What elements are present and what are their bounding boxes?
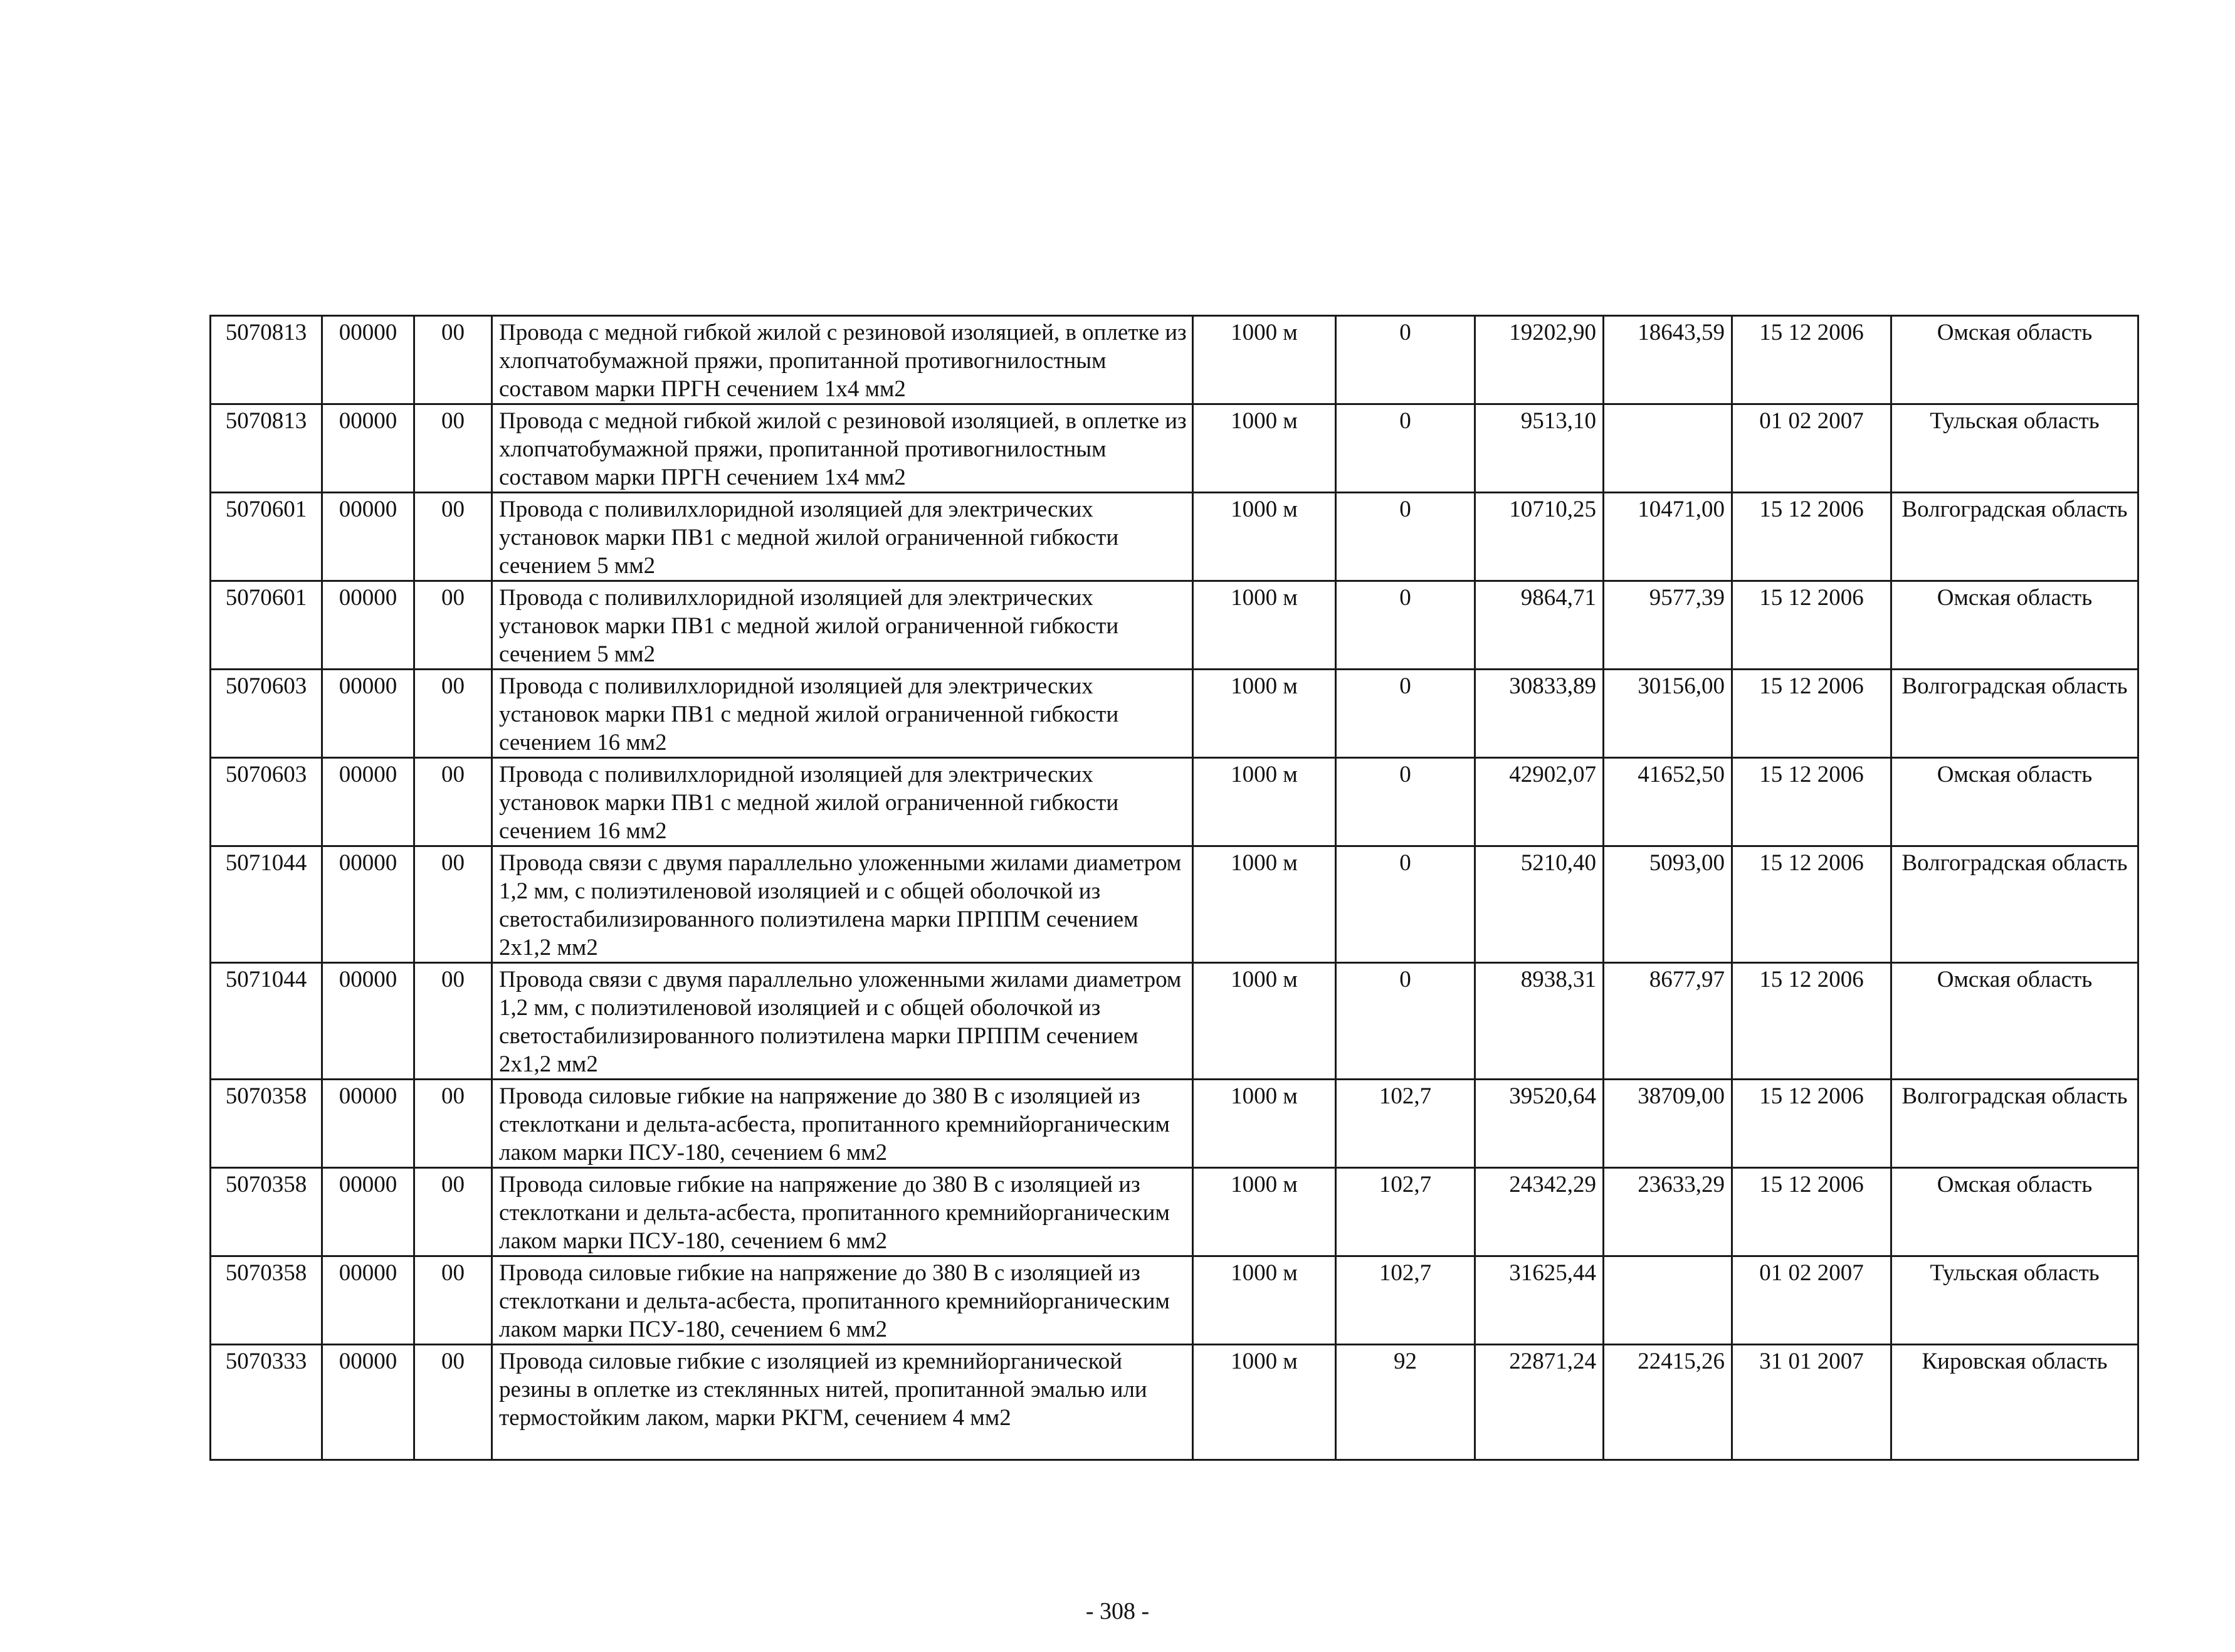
cell-description: Провода с поливилхлоридной изоляцией для электрических установок марки ПВ1 с медной жилой ограниченной гибкости сечением 5 мм2 [492, 581, 1193, 670]
cell-qty: 92 [1336, 1345, 1475, 1460]
cell-code: 5070813 [211, 316, 322, 404]
cell-sub2: 00 [414, 581, 492, 670]
cell-unit: 1000 м [1193, 758, 1336, 846]
cell-sub2: 00 [414, 1080, 492, 1168]
cell-qty: 0 [1336, 404, 1475, 493]
cell-sub1: 00000 [322, 1080, 414, 1168]
cell-price2: 22415,26 [1604, 1345, 1732, 1460]
cell-code: 5070358 [211, 1080, 322, 1168]
cell-description: Провода связи с двумя параллельно уложенными жилами диаметром 1,2 мм, с полиэтиленовой изоляцией и с общей оболочкой из светостабилизированного полиэтилена марки ПРППМ сечением 2х1,2 мм2 [492, 846, 1193, 963]
cell-description: Провода связи с двумя параллельно уложенными жилами диаметром 1,2 мм, с полиэтиленовой изоляцией и с общей оболочкой из светостабилизированного полиэтилена марки ПРППМ сечением 2х1,2 мм2 [492, 963, 1193, 1080]
cell-region: Волгоградская область [1891, 493, 2138, 581]
table-row [211, 963, 2138, 1080]
cell-sub1: 00000 [322, 670, 414, 758]
cell-code: 5070601 [211, 581, 322, 670]
cell-date: 15 12 2006 [1732, 758, 1891, 846]
cell-unit: 1000 м [1193, 404, 1336, 493]
page-number: - 308 - [1085, 1598, 1150, 1624]
cell-unit: 1000 м [1193, 493, 1336, 581]
cell-sub2: 00 [414, 404, 492, 493]
cell-code: 5070333 [211, 1345, 322, 1460]
cell-price2: 23633,29 [1604, 1168, 1732, 1256]
cell-price2: 9577,39 [1604, 581, 1732, 670]
cell-date: 15 12 2006 [1732, 846, 1891, 963]
table-row [211, 581, 2138, 670]
cell-region: Омская область [1891, 758, 2138, 846]
cell-sub2: 00 [414, 493, 492, 581]
cell-unit: 1000 м [1193, 1256, 1336, 1345]
table-row [211, 670, 2138, 758]
cell-sub2: 00 [414, 670, 492, 758]
table-row [211, 1080, 2138, 1168]
cell-date: 15 12 2006 [1732, 1168, 1891, 1256]
cell-price1: 8938,31 [1475, 963, 1604, 1080]
cell-sub2: 00 [414, 1345, 492, 1460]
cell-unit: 1000 м [1193, 670, 1336, 758]
cell-sub2: 00 [414, 316, 492, 404]
cell-price2 [1604, 404, 1732, 493]
cell-date: 15 12 2006 [1732, 581, 1891, 670]
cell-qty: 102,7 [1336, 1168, 1475, 1256]
cell-price1: 22871,24 [1475, 1345, 1604, 1460]
cell-code: 5071044 [211, 963, 322, 1080]
cell-price2: 5093,00 [1604, 846, 1732, 963]
cell-price1: 42902,07 [1475, 758, 1604, 846]
table-row [211, 1168, 2138, 1256]
cell-region: Омская область [1891, 581, 2138, 670]
cell-date: 31 01 2007 [1732, 1345, 1891, 1460]
cell-code: 5070601 [211, 493, 322, 581]
cell-sub1: 00000 [322, 1168, 414, 1256]
cell-unit: 1000 м [1193, 1080, 1336, 1168]
table-row [211, 1345, 2138, 1460]
cell-qty: 0 [1336, 963, 1475, 1080]
cell-code: 5070603 [211, 758, 322, 846]
cell-description: Провода силовые гибкие с изоляцией из кремнийорганической резины в оплетке из стеклянных нитей, пропитанной эмалью или термостойким лаком, марки РКГМ, сечением 4 мм2 [492, 1345, 1193, 1460]
cell-unit: 1000 м [1193, 1345, 1336, 1460]
cell-price2: 38709,00 [1604, 1080, 1732, 1168]
cell-region: Волгоградская область [1891, 1080, 2138, 1168]
cell-region: Тульская область [1891, 404, 2138, 493]
table-body [211, 316, 2138, 1460]
cell-description: Провода с поливилхлоридной изоляцией для электрических установок марки ПВ1 с медной жилой ограниченной гибкости сечением 16 мм2 [492, 670, 1193, 758]
cell-price2: 10471,00 [1604, 493, 1732, 581]
cell-sub1: 00000 [322, 758, 414, 846]
cell-qty: 0 [1336, 581, 1475, 670]
cell-unit: 1000 м [1193, 1168, 1336, 1256]
cell-description: Провода с медной гибкой жилой с резиновой изоляцией, в оплетке из хлопчатобумажной пряжи, пропитанной противогнилостным составом марки ПРГН сечением 1х4 мм2 [492, 404, 1193, 493]
cell-sub2: 00 [414, 758, 492, 846]
cell-sub1: 00000 [322, 316, 414, 404]
cell-sub1: 00000 [322, 493, 414, 581]
cell-price1: 31625,44 [1475, 1256, 1604, 1345]
cell-sub1: 00000 [322, 404, 414, 493]
cell-unit: 1000 м [1193, 581, 1336, 670]
cell-description: Провода силовые гибкие на напряжение до 380 В с изоляцией из стеклоткани и дельта-асбеста, пропитанного кремнийорганическим лаком марки ПСУ-180, сечением 6 мм2 [492, 1080, 1193, 1168]
cell-price1: 30833,89 [1475, 670, 1604, 758]
cell-price2: 8677,97 [1604, 963, 1732, 1080]
cell-unit: 1000 м [1193, 316, 1336, 404]
cell-region: Кировская область [1891, 1345, 2138, 1460]
cell-price1: 39520,64 [1475, 1080, 1604, 1168]
cell-description: Провода с медной гибкой жилой с резиновой изоляцией, в оплетке из хлопчатобумажной пряжи, пропитанной противогнилостным составом марки ПРГН сечением 1х4 мм2 [492, 316, 1193, 404]
cell-region: Волгоградская область [1891, 846, 2138, 963]
cell-date: 15 12 2006 [1732, 670, 1891, 758]
cell-price2: 18643,59 [1604, 316, 1732, 404]
cell-description: Провода с поливилхлоридной изоляцией для электрических установок марки ПВ1 с медной жилой ограниченной гибкости сечением 5 мм2 [492, 493, 1193, 581]
cell-unit: 1000 м [1193, 846, 1336, 963]
cell-date: 15 12 2006 [1732, 1080, 1891, 1168]
cell-region: Омская область [1891, 963, 2138, 1080]
cell-sub1: 00000 [322, 581, 414, 670]
cell-sub2: 00 [414, 846, 492, 963]
cell-description: Провода силовые гибкие на напряжение до 380 В с изоляцией из стеклоткани и дельта-асбеста, пропитанного кремнийорганическим лаком марки ПСУ-180, сечением 6 мм2 [492, 1256, 1193, 1345]
cell-price1: 24342,29 [1475, 1168, 1604, 1256]
cell-unit: 1000 м [1193, 963, 1336, 1080]
cell-date: 01 02 2007 [1732, 404, 1891, 493]
cell-price2 [1604, 1256, 1732, 1345]
cell-sub1: 00000 [322, 1345, 414, 1460]
cell-description: Провода с поливилхлоридной изоляцией для электрических установок марки ПВ1 с медной жилой ограниченной гибкости сечением 16 мм2 [492, 758, 1193, 846]
table-row [211, 846, 2138, 963]
cell-code: 5070603 [211, 670, 322, 758]
cell-sub1: 00000 [322, 1256, 414, 1345]
cell-sub2: 00 [414, 1168, 492, 1256]
cell-qty: 0 [1336, 758, 1475, 846]
cell-sub2: 00 [414, 963, 492, 1080]
table-row [211, 758, 2138, 846]
cell-code: 5070358 [211, 1256, 322, 1345]
cell-sub1: 00000 [322, 963, 414, 1080]
cell-region: Тульская область [1891, 1256, 2138, 1345]
cell-qty: 0 [1336, 846, 1475, 963]
cell-region: Волгоградская область [1891, 670, 2138, 758]
cell-date: 15 12 2006 [1732, 316, 1891, 404]
cell-price1: 9864,71 [1475, 581, 1604, 670]
price-table [209, 315, 2139, 1461]
cell-price1: 9513,10 [1475, 404, 1604, 493]
cell-date: 15 12 2006 [1732, 493, 1891, 581]
cell-code: 5070813 [211, 404, 322, 493]
cell-qty: 102,7 [1336, 1256, 1475, 1345]
cell-price2: 30156,00 [1604, 670, 1732, 758]
table-row [211, 316, 2138, 404]
cell-region: Омская область [1891, 1168, 2138, 1256]
cell-price1: 5210,40 [1475, 846, 1604, 963]
cell-qty: 102,7 [1336, 1080, 1475, 1168]
cell-region: Омская область [1891, 316, 2138, 404]
cell-qty: 0 [1336, 316, 1475, 404]
cell-sub2: 00 [414, 1256, 492, 1345]
table-row [211, 404, 2138, 493]
cell-sub1: 00000 [322, 846, 414, 963]
cell-code: 5070358 [211, 1168, 322, 1256]
cell-price2: 41652,50 [1604, 758, 1732, 846]
cell-price1: 19202,90 [1475, 316, 1604, 404]
cell-price1: 10710,25 [1475, 493, 1604, 581]
table-row [211, 493, 2138, 581]
table-row [211, 1256, 2138, 1345]
cell-qty: 0 [1336, 670, 1475, 758]
cell-qty: 0 [1336, 493, 1475, 581]
cell-code: 5071044 [211, 846, 322, 963]
cell-description: Провода силовые гибкие на напряжение до 380 В с изоляцией из стеклоткани и дельта-асбеста, пропитанного кремнийорганическим лаком марки ПСУ-180, сечением 6 мм2 [492, 1168, 1193, 1256]
cell-date: 01 02 2007 [1732, 1256, 1891, 1345]
cell-date: 15 12 2006 [1732, 963, 1891, 1080]
